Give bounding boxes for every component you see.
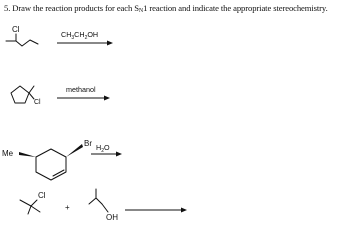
methyl-bond	[28, 206, 31, 214]
reagent-ethanol: $CH_3CH_2OH$	[61, 30, 99, 41]
reaction-1	[6, 25, 113, 46]
plus-sign: +	[65, 203, 70, 212]
reaction-4-alcohol	[89, 189, 118, 222]
chlorine-label: Cl	[38, 191, 46, 200]
reaction-3	[2, 139, 122, 180]
reaction-arrow-3	[91, 152, 122, 157]
title-prefix: 5. Draw the reaction products for each S	[4, 3, 139, 13]
methyl-bond	[29, 86, 34, 93]
reaction-arrow-4	[125, 208, 187, 213]
cyclopentane-ring	[11, 86, 29, 103]
bromine-label: Br	[84, 139, 92, 148]
bromine-wedge-bond	[66, 144, 83, 157]
reaction-2	[11, 85, 110, 106]
carbon-chain	[89, 198, 102, 204]
reaction-arrow-1	[57, 41, 113, 46]
chlorine-label: Cl	[34, 99, 41, 106]
reaction-4-substrate	[20, 191, 46, 214]
cyclohexene-ring	[36, 149, 66, 180]
reaction-arrow-2	[57, 96, 110, 101]
reagent-methanol: methanol	[66, 85, 96, 94]
methyl-label: Me	[2, 149, 14, 158]
title-suffix: 1 reaction and indicate the appropriate stereochemistry.	[143, 3, 328, 13]
reaction-1-substrate	[6, 25, 38, 46]
reaction-3-substrate	[2, 139, 92, 180]
reaction-4	[20, 189, 187, 222]
c-cl-bond	[31, 200, 37, 206]
chlorine-label: Cl	[12, 25, 20, 34]
reaction-2-substrate	[11, 86, 41, 106]
carbon-chain	[6, 40, 38, 46]
reagent-water: $H_2O$	[96, 143, 110, 154]
carbon-chain	[20, 200, 40, 212]
methyl-wedge-bond	[19, 152, 36, 157]
title-subscript: N	[138, 8, 144, 14]
ring-double-bond	[53, 170, 64, 176]
hydroxyl-label: OH	[106, 213, 118, 222]
c-o-bond	[102, 204, 108, 212]
